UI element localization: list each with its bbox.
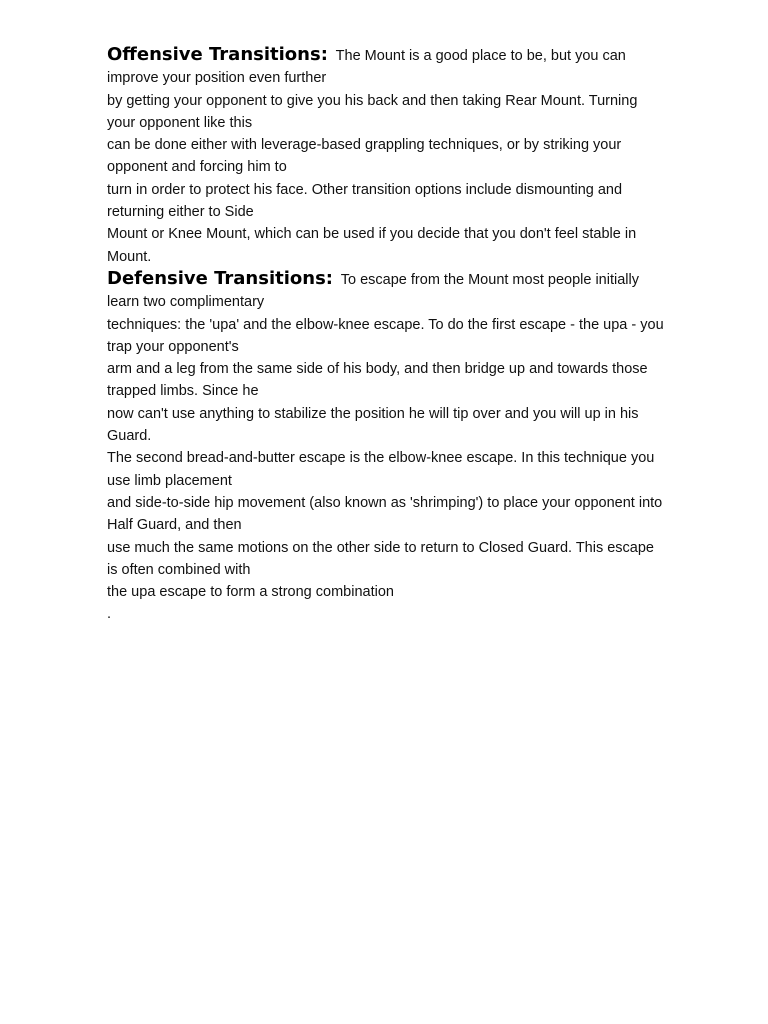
paragraph-line: turn in order to protect his face. Other transition options include dismounting and returning either to Side (107, 181, 623, 221)
paragraph-line: by getting your opponent to give you his back and then taking Rear Mount. Turning your opponent like this (107, 92, 638, 131)
paragraph-line: techniques: the 'upa' and the elbow-knee escape. To do the first escape - the upa - you trap your opponent's (107, 316, 664, 355)
paragraph-line: now can't use anything to stabilize the position he will tip over and you will up in his Guard. (107, 405, 639, 445)
paragraph-line: can be done either with leverage-based grappling techniques, or by striking your opponent and forcing him to (107, 137, 622, 176)
paragraph-line: the upa escape to form a strong combination (107, 584, 394, 601)
offensive-transitions-heading: Offensive Transitions: (107, 44, 328, 65)
paragraph-line: Mount or Knee Mount, which can be used if you decide that you don't feel stable in Mount. (107, 226, 637, 265)
offensive-transitions-section (107, 44, 667, 268)
defensive-transitions-section (107, 268, 667, 626)
paragraph-line: To escape from the Mount most people initially learn two complimentary (107, 271, 639, 311)
paragraph-line: The second bread-and-butter escape is the elbow-knee escape. In this technique you use limb placement (107, 450, 655, 489)
document-page (107, 44, 667, 626)
paragraph-line: arm and a leg from the same side of his body, and then bridge up and towards those trapped limbs. Since he (107, 361, 648, 400)
defensive-transitions-heading: Defensive Transitions: (107, 267, 333, 289)
paragraph-line: and side-to-side hip movement (also known as 'shrimping') to place your opponent into Half Guard, and then (107, 494, 663, 534)
paragraph-line: The Mount is a good place to be, but you can improve your position even further (107, 48, 626, 87)
paragraph-line: use much the same motions on the other side to return to Closed Guard. This escape is often combined with (107, 539, 654, 578)
trailing-period: . (107, 606, 112, 623)
